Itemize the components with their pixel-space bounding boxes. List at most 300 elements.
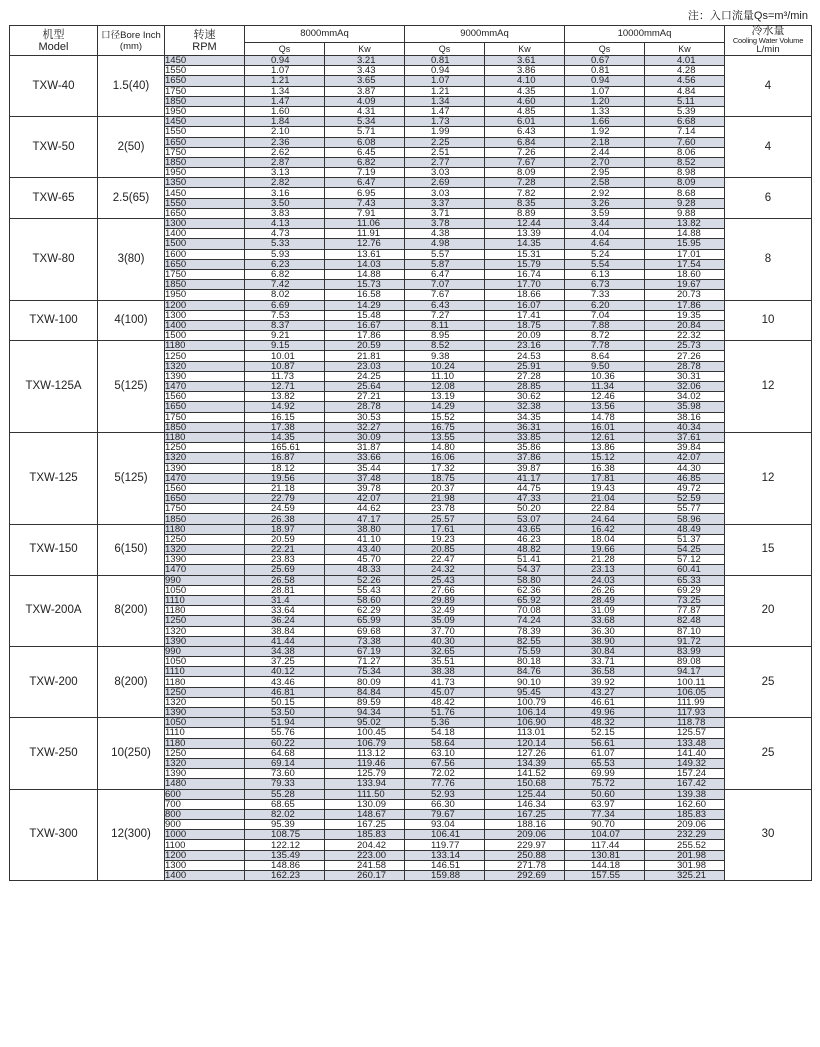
qs-cell: 15.52 xyxy=(405,412,485,422)
kw-cell: 47.33 xyxy=(485,494,565,504)
qs-cell: 26.38 xyxy=(245,514,325,524)
kw-cell: 49.72 xyxy=(645,483,725,493)
kw-cell: 24.25 xyxy=(325,371,405,381)
kw-cell: 7.28 xyxy=(485,178,565,188)
kw-cell: 37.61 xyxy=(645,432,725,442)
qs-cell: 55.28 xyxy=(245,789,325,799)
rpm-cell: 1560 xyxy=(165,392,245,402)
kw-cell: 5.11 xyxy=(645,96,725,106)
kw-cell: 3.87 xyxy=(325,86,405,96)
qs-cell: 8.02 xyxy=(245,290,325,300)
kw-cell: 17.70 xyxy=(485,280,565,290)
kw-cell: 134.39 xyxy=(485,758,565,768)
cooling-water-cell: 4 xyxy=(725,56,812,117)
qs-cell: 1.07 xyxy=(245,66,325,76)
rpm-cell: 1300 xyxy=(165,219,245,229)
qs-cell: 8.37 xyxy=(245,320,325,330)
kw-cell: 21.81 xyxy=(325,351,405,361)
qs-cell: 34.38 xyxy=(245,646,325,656)
qs-cell: 54.18 xyxy=(405,728,485,738)
rpm-cell: 1350 xyxy=(165,178,245,188)
cooling-water-cell: 12 xyxy=(725,432,812,524)
rpm-cell: 1200 xyxy=(165,850,245,860)
qs-cell: 95.39 xyxy=(245,820,325,830)
qs-cell: 7.67 xyxy=(405,290,485,300)
kw-cell: 7.14 xyxy=(645,127,725,137)
kw-cell: 141.40 xyxy=(645,748,725,758)
kw-header: Kw xyxy=(325,42,405,55)
kw-cell: 46.85 xyxy=(645,473,725,483)
qs-cell: 1.21 xyxy=(405,86,485,96)
model-cell: TXW-80 xyxy=(10,219,98,301)
qs-cell: 1.20 xyxy=(565,96,645,106)
qs-cell: 4.98 xyxy=(405,239,485,249)
kw-cell: 37.48 xyxy=(325,473,405,483)
kw-cell: 46.23 xyxy=(485,534,565,544)
kw-cell: 6.08 xyxy=(325,137,405,147)
qs-cell: 10.24 xyxy=(405,361,485,371)
kw-cell: 141.52 xyxy=(485,769,565,779)
kw-cell: 34.35 xyxy=(485,412,565,422)
qs-cell: 22.79 xyxy=(245,494,325,504)
qs-cell: 21.98 xyxy=(405,494,485,504)
kw-cell: 5.34 xyxy=(325,117,405,127)
qs-cell: 50.60 xyxy=(565,789,645,799)
qs-cell: 69.14 xyxy=(245,758,325,768)
qs-cell: 8.52 xyxy=(405,341,485,351)
bore-cell: 2.5(65) xyxy=(98,178,165,219)
rpm-cell: 1390 xyxy=(165,555,245,565)
qs-cell: 4.04 xyxy=(565,229,645,239)
kw-cell: 209.06 xyxy=(485,830,565,840)
qs-cell: 52.15 xyxy=(565,728,645,738)
kw-cell: 17.86 xyxy=(645,300,725,310)
qs-cell: 16.01 xyxy=(565,422,645,432)
kw-cell: 39.87 xyxy=(485,463,565,473)
rpm-cell: 1320 xyxy=(165,758,245,768)
kw-cell: 4.56 xyxy=(645,76,725,86)
kw-cell: 204.42 xyxy=(325,840,405,850)
qs-cell: 4.73 xyxy=(245,229,325,239)
kw-cell: 149.32 xyxy=(645,758,725,768)
kw-cell: 54.25 xyxy=(645,545,725,555)
qs-cell: 90.70 xyxy=(565,820,645,830)
qs-cell: 10.01 xyxy=(245,351,325,361)
qs-cell: 3.03 xyxy=(405,188,485,198)
performance-table xyxy=(9,25,812,881)
kw-header: Kw xyxy=(485,42,565,55)
qs-cell: 26.26 xyxy=(565,585,645,595)
qs-cell: 19.43 xyxy=(565,483,645,493)
kw-cell: 94.34 xyxy=(325,708,405,718)
kw-cell: 47.17 xyxy=(325,514,405,524)
qs-cell: 108.75 xyxy=(245,830,325,840)
kw-cell: 3.65 xyxy=(325,76,405,86)
kw-cell: 100.79 xyxy=(485,697,565,707)
qs-cell: 43.46 xyxy=(245,677,325,687)
model-cell: TXW-250 xyxy=(10,718,98,789)
kw-cell: 6.84 xyxy=(485,137,565,147)
kw-cell: 7.91 xyxy=(325,208,405,218)
qs-cell: 20.59 xyxy=(245,534,325,544)
rpm-cell: 1320 xyxy=(165,626,245,636)
qs-cell: 67.56 xyxy=(405,758,485,768)
kw-cell: 11.06 xyxy=(325,219,405,229)
kw-cell: 87.10 xyxy=(645,626,725,636)
kw-cell: 8.06 xyxy=(645,147,725,157)
qs-cell: 1.47 xyxy=(245,96,325,106)
kw-cell: 4.31 xyxy=(325,106,405,116)
qs-cell: 29.89 xyxy=(405,595,485,605)
kw-cell: 22.32 xyxy=(645,331,725,341)
qs-cell: 6.69 xyxy=(245,300,325,310)
qs-cell: 38.84 xyxy=(245,626,325,636)
rpm-cell: 1750 xyxy=(165,147,245,157)
qs-cell: 7.88 xyxy=(565,320,645,330)
rpm-cell: 1250 xyxy=(165,443,245,453)
kw-cell: 241.58 xyxy=(325,860,405,870)
qs-cell: 19.66 xyxy=(565,545,645,555)
qs-cell: 48.32 xyxy=(565,718,645,728)
rpm-cell: 1950 xyxy=(165,290,245,300)
qs-cell: 58.64 xyxy=(405,738,485,748)
qs-cell: 12.61 xyxy=(565,432,645,442)
rpm-cell: 1450 xyxy=(165,56,245,66)
qs-cell: 5.57 xyxy=(405,249,485,259)
qs-cell: 25.57 xyxy=(405,514,485,524)
kw-cell: 25.73 xyxy=(645,341,725,351)
qs-cell: 2.69 xyxy=(405,178,485,188)
qs-cell: 6.20 xyxy=(565,300,645,310)
kw-cell: 30.62 xyxy=(485,392,565,402)
kw-cell: 8.09 xyxy=(645,178,725,188)
qs-cell: 6.43 xyxy=(405,300,485,310)
kw-cell: 14.29 xyxy=(325,300,405,310)
rpm-cell: 1320 xyxy=(165,361,245,371)
kw-cell: 125.79 xyxy=(325,769,405,779)
qs-cell: 2.62 xyxy=(245,147,325,157)
kw-cell: 4.10 xyxy=(485,76,565,86)
pressure-8000-header: 8000mmAq xyxy=(245,26,405,43)
qs-cell: 6.13 xyxy=(565,269,645,279)
kw-cell: 7.26 xyxy=(485,147,565,157)
rpm-cell: 1180 xyxy=(165,677,245,687)
qs-cell: 144.18 xyxy=(565,860,645,870)
kw-cell: 33.66 xyxy=(325,453,405,463)
kw-cell: 9.88 xyxy=(645,208,725,218)
rpm-cell: 900 xyxy=(165,820,245,830)
qs-cell: 117.44 xyxy=(565,840,645,850)
kw-cell: 301.98 xyxy=(645,860,725,870)
qs-cell: 3.71 xyxy=(405,208,485,218)
kw-cell: 4.60 xyxy=(485,96,565,106)
kw-cell: 35.86 xyxy=(485,443,565,453)
qs-cell: 5.87 xyxy=(405,259,485,269)
rpm-cell: 1470 xyxy=(165,382,245,392)
rpm-cell: 1300 xyxy=(165,310,245,320)
qs-cell: 82.02 xyxy=(245,809,325,819)
kw-cell: 100.45 xyxy=(325,728,405,738)
kw-cell: 100.11 xyxy=(645,677,725,687)
qs-cell: 13.82 xyxy=(245,392,325,402)
qs-cell: 30.84 xyxy=(565,646,645,656)
kw-cell: 38.80 xyxy=(325,524,405,534)
table-row xyxy=(10,789,812,799)
kw-cell: 70.08 xyxy=(485,606,565,616)
rpm-cell: 1500 xyxy=(165,239,245,249)
qs-cell: 11.10 xyxy=(405,371,485,381)
kw-cell: 11.91 xyxy=(325,229,405,239)
kw-cell: 16.67 xyxy=(325,320,405,330)
qs-cell: 13.55 xyxy=(405,432,485,442)
qs-cell: 31.09 xyxy=(565,606,645,616)
kw-cell: 4.35 xyxy=(485,86,565,96)
kw-cell: 255.52 xyxy=(645,840,725,850)
bore-cell: 1.5(40) xyxy=(98,56,165,117)
qs-cell: 22.84 xyxy=(565,504,645,514)
rpm-cell: 1180 xyxy=(165,524,245,534)
rpm-cell: 1550 xyxy=(165,198,245,208)
cooling-water-cell: 4 xyxy=(725,117,812,178)
qs-cell: 22.47 xyxy=(405,555,485,565)
qs-cell: 17.81 xyxy=(565,473,645,483)
kw-cell: 42.07 xyxy=(645,453,725,463)
qs-cell: 10.36 xyxy=(565,371,645,381)
rpm-cell: 1050 xyxy=(165,657,245,667)
table-body xyxy=(10,56,812,881)
kw-cell: 31.87 xyxy=(325,443,405,453)
cooling-header-unit: L/min xyxy=(756,44,780,55)
kw-cell: 83.99 xyxy=(645,646,725,656)
qs-cell: 21.28 xyxy=(565,555,645,565)
kw-cell: 39.84 xyxy=(645,443,725,453)
kw-cell: 65.92 xyxy=(485,595,565,605)
rpm-cell: 1180 xyxy=(165,432,245,442)
kw-cell: 44.62 xyxy=(325,504,405,514)
qs-cell: 2.36 xyxy=(245,137,325,147)
qs-cell: 159.88 xyxy=(405,871,485,881)
qs-cell: 9.21 xyxy=(245,331,325,341)
rpm-cell: 1650 xyxy=(165,137,245,147)
table-row xyxy=(10,432,812,442)
kw-cell: 36.31 xyxy=(485,422,565,432)
qs-cell: 16.38 xyxy=(565,463,645,473)
kw-cell: 71.27 xyxy=(325,657,405,667)
rpm-cell: 1320 xyxy=(165,697,245,707)
qs-cell: 7.04 xyxy=(565,310,645,320)
qs-cell: 72.02 xyxy=(405,769,485,779)
kw-cell: 69.68 xyxy=(325,626,405,636)
qs-cell: 0.67 xyxy=(565,56,645,66)
qs-cell: 1.47 xyxy=(405,106,485,116)
cooling-water-cell: 30 xyxy=(725,789,812,881)
rpm-cell: 1180 xyxy=(165,341,245,351)
qs-cell: 32.49 xyxy=(405,606,485,616)
qs-cell: 6.47 xyxy=(405,269,485,279)
qs-cell: 11.73 xyxy=(245,371,325,381)
rpm-cell: 1300 xyxy=(165,860,245,870)
kw-cell: 25.64 xyxy=(325,382,405,392)
kw-cell: 20.09 xyxy=(485,331,565,341)
cooling-water-cell: 15 xyxy=(725,524,812,575)
kw-cell: 28.78 xyxy=(645,361,725,371)
kw-cell: 6.45 xyxy=(325,147,405,157)
qs-cell: 8.72 xyxy=(565,331,645,341)
kw-cell: 34.02 xyxy=(645,392,725,402)
kw-cell: 13.82 xyxy=(645,219,725,229)
qs-cell: 14.78 xyxy=(565,412,645,422)
qs-cell: 1.21 xyxy=(245,76,325,86)
qs-cell: 40.12 xyxy=(245,667,325,677)
qs-cell: 28.81 xyxy=(245,585,325,595)
qs-cell: 36.24 xyxy=(245,616,325,626)
bore-cell: 8(200) xyxy=(98,575,165,646)
qs-cell: 55.76 xyxy=(245,728,325,738)
rpm-cell: 1950 xyxy=(165,168,245,178)
qs-cell: 79.33 xyxy=(245,779,325,789)
rpm-cell: 1400 xyxy=(165,320,245,330)
qs-cell: 18.75 xyxy=(405,473,485,483)
qs-cell: 9.15 xyxy=(245,341,325,351)
kw-cell: 260.17 xyxy=(325,871,405,881)
kw-cell: 41.17 xyxy=(485,473,565,483)
rpm-cell: 1200 xyxy=(165,300,245,310)
kw-cell: 28.85 xyxy=(485,382,565,392)
kw-cell: 80.09 xyxy=(325,677,405,687)
kw-cell: 3.86 xyxy=(485,66,565,76)
rpm-cell: 990 xyxy=(165,646,245,656)
qs-cell: 45.07 xyxy=(405,687,485,697)
rpm-cell: 1320 xyxy=(165,545,245,555)
model-cell: TXW-150 xyxy=(10,524,98,575)
qs-cell: 10.87 xyxy=(245,361,325,371)
qs-cell: 2.70 xyxy=(565,157,645,167)
qs-cell: 75.72 xyxy=(565,779,645,789)
qs-cell: 46.81 xyxy=(245,687,325,697)
qs-cell: 8.11 xyxy=(405,320,485,330)
qs-cell: 63.97 xyxy=(565,799,645,809)
qs-cell: 16.06 xyxy=(405,453,485,463)
qs-cell: 1.34 xyxy=(405,96,485,106)
qs-cell: 165.61 xyxy=(245,443,325,453)
kw-cell: 17.41 xyxy=(485,310,565,320)
rpm-cell: 1450 xyxy=(165,188,245,198)
qs-cell: 5.36 xyxy=(405,718,485,728)
model-cell: TXW-125 xyxy=(10,432,98,524)
kw-cell: 91.72 xyxy=(645,636,725,646)
qs-cell: 49.96 xyxy=(565,708,645,718)
rpm-cell: 1320 xyxy=(165,453,245,463)
kw-cell: 48.82 xyxy=(485,545,565,555)
qs-cell: 1.84 xyxy=(245,117,325,127)
qs-cell: 1.99 xyxy=(405,127,485,137)
qs-cell: 77.34 xyxy=(565,809,645,819)
kw-cell: 139.38 xyxy=(645,789,725,799)
kw-cell: 48.33 xyxy=(325,565,405,575)
kw-cell: 44.30 xyxy=(645,463,725,473)
kw-cell: 20.84 xyxy=(645,320,725,330)
kw-cell: 6.82 xyxy=(325,157,405,167)
qs-cell: 3.26 xyxy=(565,198,645,208)
qs-cell: 122.12 xyxy=(245,840,325,850)
rpm-cell: 1550 xyxy=(165,66,245,76)
qs-cell: 21.04 xyxy=(565,494,645,504)
qs-cell: 17.61 xyxy=(405,524,485,534)
qs-cell: 2.44 xyxy=(565,147,645,157)
kw-cell: 32.38 xyxy=(485,402,565,412)
qs-cell: 1.07 xyxy=(405,76,485,86)
kw-cell: 271.78 xyxy=(485,860,565,870)
kw-cell: 53.07 xyxy=(485,514,565,524)
rpm-cell: 1110 xyxy=(165,728,245,738)
kw-cell: 15.73 xyxy=(325,280,405,290)
model-cell: TXW-300 xyxy=(10,789,98,881)
kw-cell: 20.73 xyxy=(645,290,725,300)
rpm-cell: 1110 xyxy=(165,595,245,605)
kw-cell: 33.85 xyxy=(485,432,565,442)
qs-cell: 14.80 xyxy=(405,443,485,453)
qs-cell: 3.03 xyxy=(405,168,485,178)
kw-cell: 65.99 xyxy=(325,616,405,626)
model-cell: TXW-40 xyxy=(10,56,98,117)
kw-cell: 292.69 xyxy=(485,871,565,881)
bore-cell: 5(125) xyxy=(98,341,165,433)
qs-cell: 64.68 xyxy=(245,748,325,758)
qs-cell: 106.41 xyxy=(405,830,485,840)
kw-cell: 37.86 xyxy=(485,453,565,463)
qs-cell: 52.93 xyxy=(405,789,485,799)
qs-cell: 60.22 xyxy=(245,738,325,748)
kw-cell: 125.57 xyxy=(645,728,725,738)
rpm-cell: 1250 xyxy=(165,351,245,361)
bore-cell: 2(50) xyxy=(98,117,165,178)
qs-cell: 7.78 xyxy=(565,341,645,351)
kw-cell: 9.28 xyxy=(645,198,725,208)
model-cell: TXW-100 xyxy=(10,300,98,341)
kw-cell: 250.88 xyxy=(485,850,565,860)
qs-cell: 2.82 xyxy=(245,178,325,188)
kw-cell: 32.27 xyxy=(325,422,405,432)
rpm-cell: 1180 xyxy=(165,606,245,616)
kw-cell: 8.52 xyxy=(645,157,725,167)
kw-cell: 6.95 xyxy=(325,188,405,198)
qs-header: Qs xyxy=(245,42,325,55)
kw-cell: 95.45 xyxy=(485,687,565,697)
kw-cell: 3.61 xyxy=(485,56,565,66)
qs-cell: 7.53 xyxy=(245,310,325,320)
kw-cell: 78.39 xyxy=(485,626,565,636)
kw-cell: 188.16 xyxy=(485,820,565,830)
flow-unit-note: 注：入口流量Qs=m³/min xyxy=(687,10,808,22)
rpm-cell: 1250 xyxy=(165,534,245,544)
qs-cell: 23.13 xyxy=(565,565,645,575)
model-cell: TXW-200A xyxy=(10,575,98,646)
kw-cell: 52.26 xyxy=(325,575,405,585)
qs-cell: 50.15 xyxy=(245,697,325,707)
qs-cell: 2.58 xyxy=(565,178,645,188)
qs-cell: 19.23 xyxy=(405,534,485,544)
pressure-10000-header: 10000mmAq xyxy=(565,26,725,43)
kw-cell: 20.59 xyxy=(325,341,405,351)
kw-cell: 43.65 xyxy=(485,524,565,534)
qs-cell: 39.92 xyxy=(565,677,645,687)
qs-cell: 13.56 xyxy=(565,402,645,412)
rpm-cell: 1470 xyxy=(165,565,245,575)
table-row xyxy=(10,718,812,728)
kw-cell: 13.39 xyxy=(485,229,565,239)
table-row xyxy=(10,117,812,127)
kw-cell: 58.80 xyxy=(485,575,565,585)
